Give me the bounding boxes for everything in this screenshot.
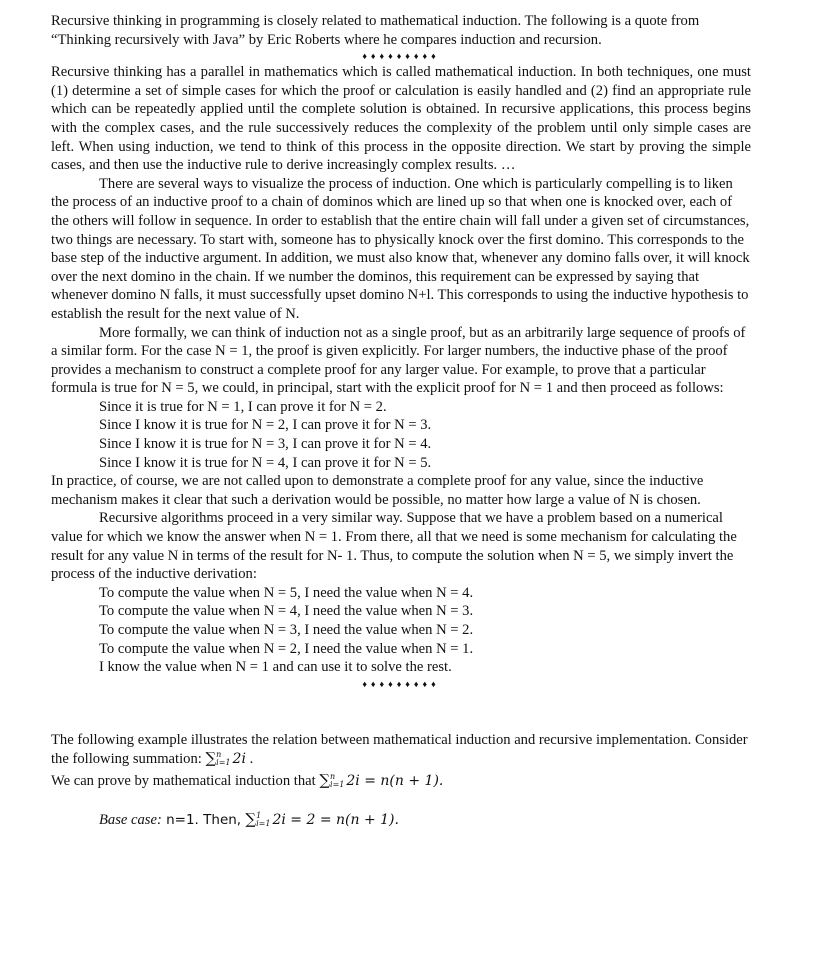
example-text-suffix: .: [245, 751, 254, 768]
separator-bottom: ♦♦♦♦♦♦♦♦♦: [362, 678, 440, 689]
intro-paragraph: Recursive thinking in programming is closely related to mathematical induction. The following is a quote from “Thinking recursively with Java” by Eric Roberts where he compares induction and recursion.: [51, 13, 700, 48]
list-item: Since it is true for N = 1, I can prove it for N = 2.: [99, 398, 387, 415]
sum-lower: i=1: [256, 818, 271, 828]
document-page: [51, 12, 751, 830]
base-case-text: n=1. Then,: [161, 811, 246, 828]
summation-formula: [205, 751, 245, 767]
sum-limits: [330, 773, 344, 789]
separator-top: ♦♦♦♦♦♦♦♦♦: [362, 51, 440, 62]
list-item: To compute the value when N = 5, I need the value when N = 4.: [99, 584, 474, 601]
formula-rhs: 2i = 2 = n(n + 1).: [272, 811, 399, 828]
base-case-line: [51, 809, 751, 830]
example-text: The following example illustrates the relation between mathematical induction and recursive implementation. Consider the following summation:: [51, 731, 748, 768]
list-item: To compute the value when N = 2, I need the value when N = 1.: [99, 640, 474, 657]
sum-lower: i=1: [216, 758, 231, 768]
quote-paragraph-1: Recursive thinking has a parallel in mathematics which is called mathematical induction. In both techniques, one must (1) determine a set of simple cases for which the proof or calculation is easily handled and (2) find an appropriate rule which can be repeatedly applied until the complete solution is obtained. In recursive applications, this process begins with the complex cases, and the rule successively reduces the complexity of the problem until only simple cases are left. When using induction, we tend to think of this process in the opposite direction. We start by proving the simple cases, and then use the inductive rule to derive increasingly complex results. …: [51, 64, 751, 174]
sum-limits: [216, 751, 230, 767]
sum-symbol: ∑: [319, 770, 331, 789]
base-case-label: Base case:: [99, 811, 162, 828]
sum-upper: n: [330, 771, 336, 781]
list-item: To compute the value when N = 3, I need the value when N = 2.: [99, 622, 474, 638]
sum-upper: 1: [256, 810, 262, 820]
quote-paragraph-3: More formally, we can think of induction not as a single proof, but as an arbitrarily large sequence of proofs of a similar form. For the case N = 1, the proof is given explicitly. For larger numbers, the inductive phase of the proof provides a mechanism to construct a complete proof for any larger value. For example, to prove that a particular formula is true for N = 5, we could, in principal, start with the explicit proof for N = 1 and then proceed as follows:: [51, 324, 746, 397]
list-item: Since I know it is true for N = 4, I can prove it for N = 5.: [99, 454, 432, 471]
example-line-2: [51, 771, 751, 791]
sum-body: 2i: [232, 751, 246, 768]
example-line-1: [51, 731, 751, 769]
list-item: Since I know it is true for N = 3, I can prove it for N = 4.: [99, 436, 432, 453]
quote-paragraph-5: Recursive algorithms proceed in a very similar way. Suppose that we have a problem based on a numerical value for which we know the answer when N = 1. From there, all that we need is some mechanism for calculating the result for any value N in terms of the result for N- 1. Thus, to compute the solution when N = 5, we simply invert the process of the inductive derivation:: [51, 510, 737, 583]
quote-paragraph-2: There are several ways to visualize the process of induction. One which is particularly compelling is to liken the process of an inductive proof to a chain of dominos which are lined up so that when one is knocked over, each of the others will follow in sequence. In order to establish that the entire chain will fall under a given set of circumstances, two things are necessary. To start with, someone has to physically knock over the first domino. This corresponds to the base step of the inductive argument. In addition, we must also know that, whenever any domino falls over, it will knock over the next domino in the chain. If we number the dominos, this requirement can be expressed by saying that whenever domino N falls, it must successfully upset domino N+l. This corresponds to using the inductive hypothesis to establish the result for the next value of N.: [51, 175, 750, 322]
sum-symbol: ∑: [205, 749, 217, 768]
quote-paragraph-4: In practice, of course, we are not called upon to demonstrate a complete proof for any value, since the inductive mechanism makes it clear that such a derivation would be possible, no matter how large a value of N is chosen.: [51, 473, 704, 508]
sum-upper: n: [216, 750, 222, 760]
sum-limits: [256, 812, 270, 828]
list-item: To compute the value when N = 4, I need the value when N = 3.: [99, 603, 474, 620]
sum-symbol: ∑: [245, 809, 257, 828]
list-item: I know the value when N = 1 and can use it to solve the rest.: [99, 659, 452, 676]
base-case-formula: [245, 809, 399, 828]
induction-formula: [319, 770, 444, 789]
list-item: Since I know it is true for N = 2, I can prove it for N = 3.: [99, 417, 432, 434]
formula-rhs: 2i = n(n + 1).: [346, 772, 444, 789]
sum-lower: i=1: [330, 779, 345, 789]
example-text: We can prove by mathematical induction that: [51, 772, 320, 789]
recursion-steps-list: [51, 584, 751, 677]
induction-steps-list: [51, 398, 751, 472]
